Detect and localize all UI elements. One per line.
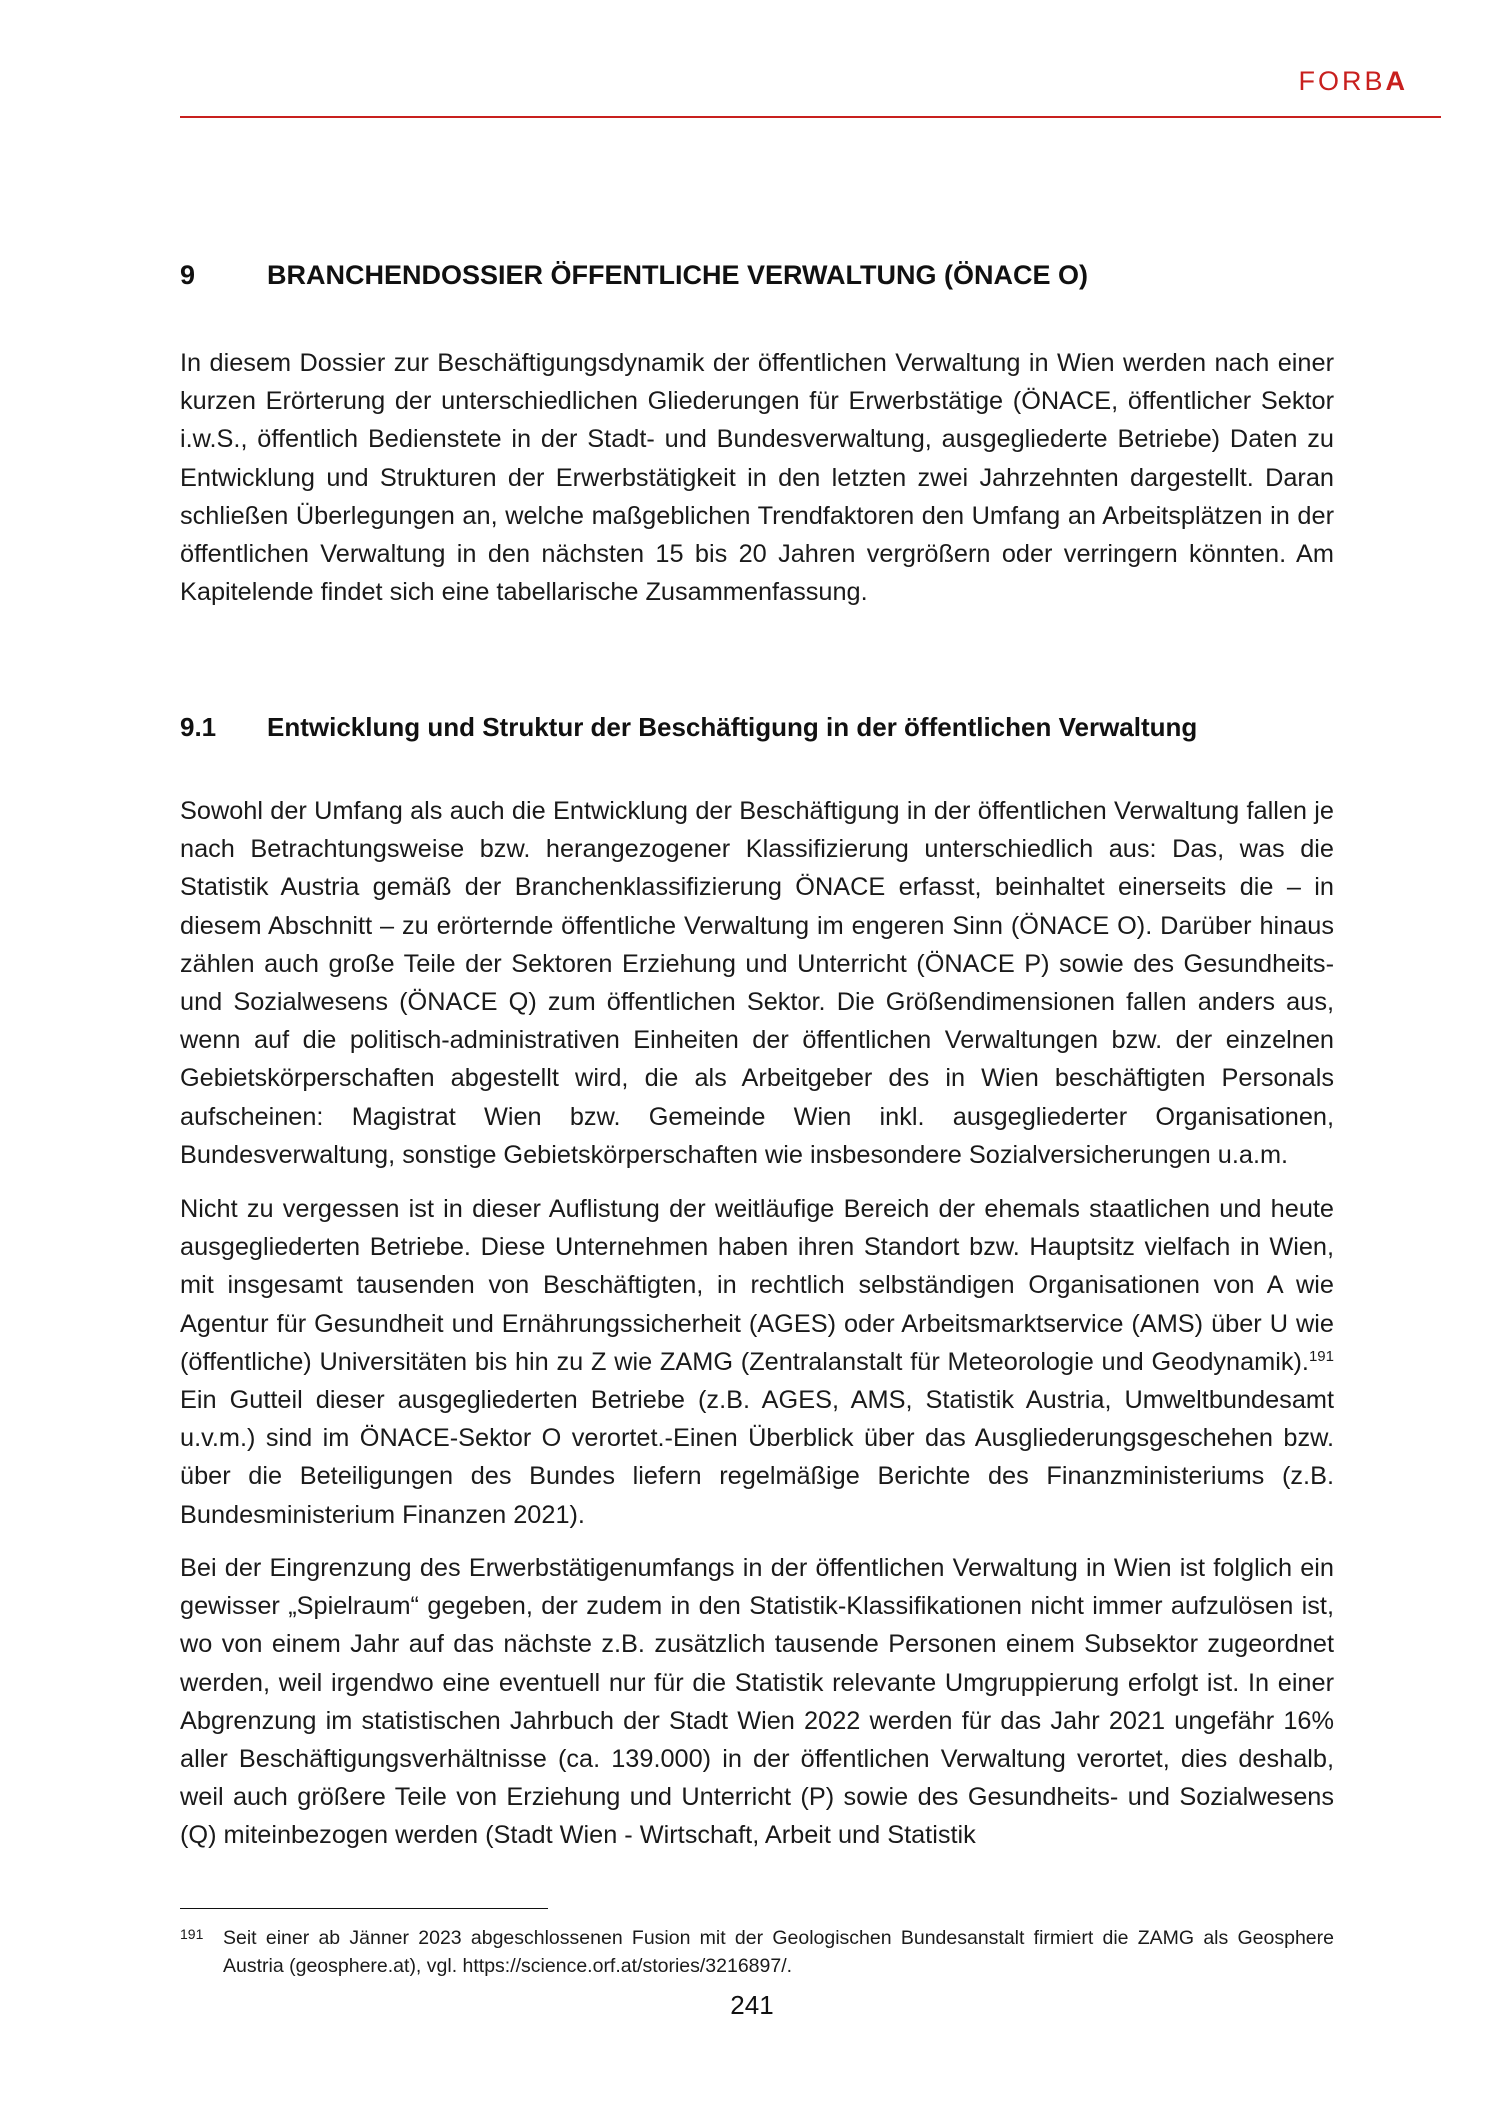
page-number: 241 — [730, 1990, 774, 2020]
chapter-number: 9 — [180, 260, 196, 290]
paragraph-2-text-a: Nicht zu vergessen ist in dieser Auflistung der weitläufige Bereich der ehemals staatlichen und heute ausgegliederten Betriebe. Diese Unternehmen haben ihren Standort bzw. Hauptsitz vielfach in Wien, mit insgesamt tausenden von Beschäftigten, in rechtlich selbständigen Organisationen von A wie Agentur für Gesundheit und Ernährungssicherheit (AGES) oder Arbeitsmarktservice (AMS) über U wie (öffentliche) Universitäten bis hin zu Z wie ZAMG (Zentralanstalt für Meteorologie und Geodynamik). — [180, 1195, 1334, 1376]
body-paragraph-3: Bei der Eingrenzung des Erwerbstätigenumfangs in der öffentlichen Verwaltung in Wien ist folglich ein gewisser „Spielraum“ gegeben, der zudem in den Statistik-Klassifikationen nicht immer aufzulösen ist, wo von einem Jahr auf das nächste z.B. zusätzlich tausende Personen einem Subsektor zugeordnet werden, weil irgendwo eine eventuell nur für die Statistik relevante Umgruppierung erfolgt ist. In einer Abgrenzung im statistischen Jahrbuch der Stadt Wien 2022 werden für das Jahr 2021 ungefähr 16% aller Beschäftigungsverhältnisse (ca. 139.000) in der öffentlichen Verwaltung verortet, dies deshalb, weil auch größere Teile von Erziehung und Unterricht (P) sowie des Gesundheits- und Sozialwesens (Q) miteinbezogen werden (Stadt Wien - Wirtschaft, Arbeit und Statistik — [180, 1554, 1334, 1850]
chapter-title: BRANCHENDOSSIER ÖFFENTLICHE VERWALTUNG (ÖNACE O) — [267, 260, 1089, 290]
footnote-reference[interactable]: 191 — [1308, 1347, 1334, 1365]
forba-logo — [1298, 66, 1408, 97]
footnote — [180, 1924, 1334, 1980]
paragraph-2-text-b: Ein Gutteil dieser ausgegliederten Betriebe (z.B. AGES, AMS, Statistik Austria, Umweltbundesamt u.v.m.) sind im ÖNACE-Sektor O verortet.-Einen Überblick über das Ausgliederungsgeschehen bzw. über die Beteiligungen des Bundes liefern regelmäßige Berichte des Finanzministeriums (z.B. Bundesministerium Finanzen 2021). — [180, 1386, 1334, 1529]
body-paragraph-2 — [180, 1190, 1334, 1534]
chapter-heading — [180, 260, 1330, 291]
footnote-divider — [180, 1908, 548, 1909]
section-title: Entwicklung und Struktur der Beschäftigung in der öffentlichen Verwaltung — [267, 712, 1198, 742]
header-divider — [180, 116, 1441, 118]
body-paragraph-1: Sowohl der Umfang als auch die Entwicklung der Beschäftigung in der öffentlichen Verwaltung fallen je nach Betrachtungsweise bzw. herangezogener Klassifizierung unterschiedlich aus: Das, was die Statistik Austria gemäß der Branchenklassifizierung ÖNACE erfasst, beinhaltet einerseits die – in diesem Abschnitt – zu erörternde öffentliche Verwaltung im engeren Sinn (ÖNACE O). Darüber hinaus zählen auch große Teile der Sektoren Erziehung und Unterricht (ÖNACE P) sowie des Gesundheits- und Sozialwesens (ÖNACE Q) zum öffentlichen Sektor. Die Größendimensionen fallen anders aus, wenn auf die politisch-administrativen Einheiten der öffentlichen Verwaltungen bzw. der einzelnen Gebietskörperschaften abgestellt wird, die als Arbeitgeber des in Wien beschäftigten Personals aufscheinen: Magistrat Wien bzw. Gemeinde Wien inkl. ausgegliederter Organisationen, Bundesverwaltung, sonstige Gebietskörperschaften wie insbesondere Sozialversicherungen u.a.m. — [180, 797, 1334, 1169]
footnote-number: 191 — [180, 1926, 204, 1942]
logo-bold-part: A — [1385, 66, 1408, 96]
footnote-text: Seit einer ab Jänner 2023 abgeschlossenen Fusion mit der Geologischen Bundesanstalt firmiert die ZAMG als Geosphere Austria (geosphere.at), vgl. https://science.orf.at/stories/3216897/. — [223, 1927, 1334, 1977]
logo-regular-part: FORB — [1298, 66, 1386, 96]
intro-paragraph: In diesem Dossier zur Beschäftigungsdynamik der öffentlichen Verwaltung in Wien werden nach einer kurzen Erörterung der unterschiedlichen Gliederungen für Erwerbstätige (ÖNACE, öffentlicher Sektor i.w.S., öffentlich Bedienstete in der Stadt- und Bundesverwaltung, ausgegliederte Betriebe) Daten zu Entwicklung und Strukturen der Erwerbstätigkeit in den letzten zwei Jahrzehnten dargestellt. Daran schließen Überlegungen an, welche maßgeblichen Trendfaktoren den Umfang an Arbeitsplätzen in der öffentlichen Verwaltung in den nächsten 15 bis 20 Jahren vergrößern oder verringern könnten. Am Kapitelende findet sich eine tabellarische Zusammenfassung. — [180, 349, 1334, 607]
section-number: 9.1 — [180, 712, 217, 742]
section-heading — [180, 712, 1330, 743]
